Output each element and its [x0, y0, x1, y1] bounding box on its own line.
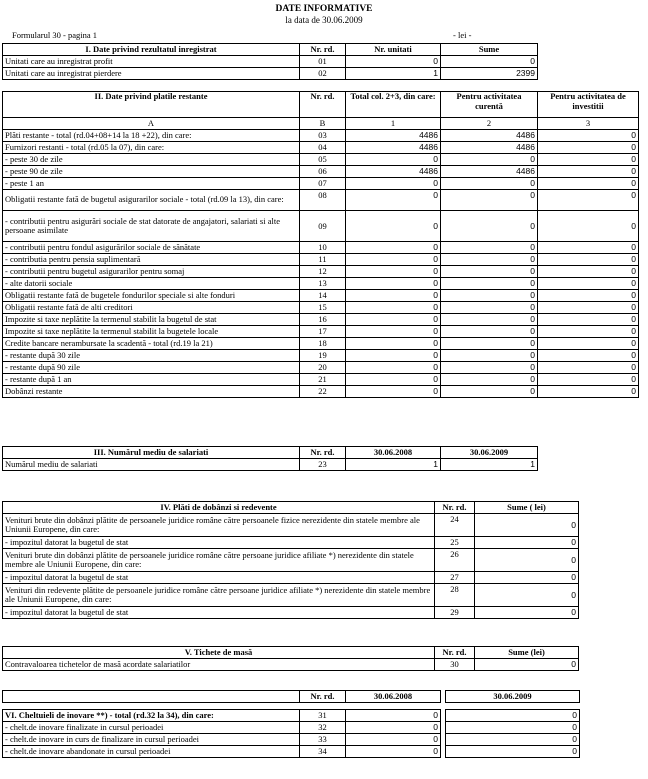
cell-value: 0 — [538, 302, 639, 314]
row-nr: 10 — [300, 242, 346, 254]
col-nr-rd: Nr. rd. — [300, 447, 346, 459]
cell-value: 1 — [346, 68, 441, 80]
row-nr: 01 — [300, 56, 346, 68]
cell-value: 0 — [538, 278, 639, 290]
row-nr: 26 — [435, 549, 475, 572]
cell-value: 0 — [475, 659, 579, 671]
row-label: - peste 30 de zile — [3, 154, 300, 166]
cell-value: 0 — [538, 374, 639, 386]
cell-value: 0 — [538, 362, 639, 374]
table-row — [3, 374, 639, 386]
form-page-label: Formularul 30 - pagina 1 — [12, 30, 97, 40]
cell-value: 0 — [346, 302, 441, 314]
row-nr: 16 — [300, 314, 346, 326]
col-sume: Sume ( lei) — [475, 502, 579, 514]
cell-value: 0 — [346, 266, 441, 278]
row-nr: 14 — [300, 290, 346, 302]
row-nr: 05 — [300, 154, 346, 166]
cell-value: 1 — [441, 459, 538, 471]
cell-value: 0 — [346, 154, 441, 166]
cell-value: 0 — [346, 350, 441, 362]
row-label: Dobânzi restante — [3, 386, 300, 398]
cell-value: 0 — [441, 278, 538, 290]
table-row — [3, 68, 538, 80]
row-label: Venituri brute din dobânzi plătite de persoanele juridice române către persoanele fizice nerezidente din statele membre ale Uniunii Europene, din care: — [3, 514, 435, 537]
cell-value: 4486 — [346, 142, 441, 154]
cell-value: 0 — [441, 266, 538, 278]
cell-value: 0 — [346, 746, 441, 758]
row-label: Credite bancare nerambursate la scadentă - total (rd.19 la 21) — [3, 338, 300, 350]
cell-value: 0 — [538, 350, 639, 362]
table-row — [3, 607, 579, 619]
col-nr-rd: Nr. rd. — [300, 44, 346, 56]
cell-value: 0 — [346, 242, 441, 254]
table-row — [3, 178, 639, 190]
spacer — [3, 703, 580, 710]
cell-value: 4486 — [441, 166, 538, 178]
cell-value: 0 — [441, 362, 538, 374]
cell-value: 0 — [441, 338, 538, 350]
cell-value: 0 — [538, 290, 639, 302]
cell-value: 4486 — [441, 130, 538, 142]
table-row — [3, 326, 639, 338]
table-row — [3, 314, 639, 326]
section-5-title: V. Tichete de masă — [3, 647, 435, 659]
row-nr: 06 — [300, 166, 346, 178]
table-row — [3, 386, 639, 398]
cell-value: 1 — [346, 459, 441, 471]
row-label: - chelt.de inovare in curs de finalizare in cursul perioadei — [3, 734, 300, 746]
col-total: Total col. 2+3, din care: — [346, 92, 441, 118]
row-label: - peste 1 an — [3, 178, 300, 190]
row-nr: 30 — [435, 659, 475, 671]
spacer-row — [3, 703, 580, 710]
table-row — [3, 278, 639, 290]
row-label: Unitati care au inregistrat profit — [3, 56, 300, 68]
col-nr-rd: Nr. rd. — [435, 502, 475, 514]
section-6-header-blank — [3, 691, 300, 703]
table-row — [3, 549, 579, 572]
row-label: VI. Cheltuieli de inovare **) - total (rd.32 la 34), din care: — [3, 710, 300, 722]
col-activitate-curenta: Pentru activitatea curentă — [441, 92, 538, 118]
cell-value: 0 — [538, 154, 639, 166]
cell-value: 0 — [441, 302, 538, 314]
row-label: Venituri din redevente plătite de persoanele juridice române către persoane juridice afiliate *) nerezidente din statele membre ale Uniunii Europene, din care: — [3, 584, 435, 607]
table-row — [3, 584, 579, 607]
cell-value: 4486 — [346, 166, 441, 178]
cell-value: 4486 — [441, 142, 538, 154]
cell-value: 0 — [446, 710, 580, 722]
cell-value: 0 — [346, 338, 441, 350]
row-nr: 02 — [300, 68, 346, 80]
cell-value: 0 — [538, 242, 639, 254]
row-nr: 11 — [300, 254, 346, 266]
row-label: - chelt.de inovare finalizate in cursul perioadei — [3, 722, 300, 734]
row-nr: 27 — [435, 572, 475, 584]
cell-value: 0 — [441, 154, 538, 166]
cell-value: 0 — [475, 572, 579, 584]
section-2-subheader — [3, 118, 639, 130]
col-sume: Sume — [441, 44, 538, 56]
cell-value: 0 — [475, 537, 579, 549]
row-nr: 19 — [300, 350, 346, 362]
row-label: - chelt.de inovare abandonate in cursul perioadei — [3, 746, 300, 758]
cell-value: 0 — [441, 350, 538, 362]
cell-value: 0 — [475, 549, 579, 572]
cell-value: 0 — [346, 178, 441, 190]
cell-value: 0 — [538, 211, 639, 242]
row-nr: 15 — [300, 302, 346, 314]
row-label: - peste 90 de zile — [3, 166, 300, 178]
row-nr: 17 — [300, 326, 346, 338]
col-nr-rd: Nr. rd. — [300, 92, 346, 118]
cell-value: 0 — [346, 211, 441, 242]
cell-value: 0 — [346, 374, 441, 386]
cell-value: 0 — [441, 374, 538, 386]
table-row — [3, 211, 639, 242]
currency-label: - lei - — [453, 30, 472, 40]
cell-value: 0 — [441, 178, 538, 190]
row-nr: 18 — [300, 338, 346, 350]
row-label: - impozitul datorat la bugetul de stat — [3, 537, 435, 549]
cell-value: 0 — [441, 190, 538, 211]
row-label: - restante după 1 an — [3, 374, 300, 386]
row-label: - contributia pentru pensia suplimentară — [3, 254, 300, 266]
cell-value: 0 — [446, 746, 580, 758]
table-row — [3, 242, 639, 254]
row-label: - contributii pentru fondul asigurărilor sociale de sănătate — [3, 242, 300, 254]
cell-value: 2399 — [441, 68, 538, 80]
section-5-table — [2, 646, 579, 671]
cell-value: 0 — [475, 607, 579, 619]
col-nr-unitati: Nr. unitati — [346, 44, 441, 56]
table-row — [3, 362, 639, 374]
table-row — [3, 734, 580, 746]
sub-col-b: B — [300, 118, 346, 130]
table-row — [3, 266, 639, 278]
row-nr: 34 — [300, 746, 346, 758]
col-date-2009: 30.06.2009 — [441, 447, 538, 459]
doc-title: DATE INFORMATIVE — [275, 4, 373, 14]
cell-value: 0 — [346, 734, 441, 746]
table-row — [3, 710, 580, 722]
row-nr: 12 — [300, 266, 346, 278]
sub-col-3: 3 — [538, 118, 639, 130]
section-4-table — [2, 501, 579, 619]
table-row — [3, 350, 639, 362]
row-label: - impozitul datorat la bugetul de stat — [3, 607, 435, 619]
table-row — [3, 166, 639, 178]
table-row — [3, 659, 579, 671]
cell-value: 0 — [538, 254, 639, 266]
row-label: Numărul mediu de salariati — [3, 459, 300, 471]
cell-value: 4486 — [346, 130, 441, 142]
cell-value: 0 — [538, 178, 639, 190]
table-row — [3, 746, 580, 758]
row-nr: 07 — [300, 178, 346, 190]
row-label: Plăti restante - total (rd.04+08+14 la 18 +22), din care: — [3, 130, 300, 142]
row-label: - alte datorii sociale — [3, 278, 300, 290]
table-row — [3, 56, 538, 68]
col-date-2008: 30.06.2008 — [346, 691, 441, 703]
section-1-title: I. Date privind rezultatul inregistrat — [3, 44, 300, 56]
table-row — [3, 190, 639, 211]
table-row — [3, 290, 639, 302]
section-6-table — [2, 690, 580, 758]
row-label: - contributii pentru bugetul asigurarilor pentru somaj — [3, 266, 300, 278]
section-1-header — [3, 44, 538, 56]
row-nr: 22 — [300, 386, 346, 398]
table-row — [3, 722, 580, 734]
table-row — [3, 254, 639, 266]
section-2-table — [2, 91, 639, 398]
table-row — [3, 302, 639, 314]
row-label: - restante după 90 zile — [3, 362, 300, 374]
row-nr: 08 — [300, 190, 346, 211]
row-nr: 33 — [300, 734, 346, 746]
col-nr-rd: Nr. rd. — [435, 647, 475, 659]
row-nr: 21 — [300, 374, 346, 386]
row-label: Contravaloarea tichetelor de masă acordate salariatilor — [3, 659, 435, 671]
row-nr: 28 — [435, 584, 475, 607]
sub-col-a: A — [3, 118, 300, 130]
cell-value: 0 — [346, 56, 441, 68]
row-label: Obligatii restante fată de bugetul asigurarilor sociale - total (rd.09 la 13), din care: — [3, 190, 300, 211]
cell-value: 0 — [446, 722, 580, 734]
cell-value: 0 — [346, 722, 441, 734]
cell-value: 0 — [538, 266, 639, 278]
col-nr-rd: Nr. rd. — [300, 691, 346, 703]
col-date-2008: 30.06.2008 — [346, 447, 441, 459]
row-nr: 32 — [300, 722, 346, 734]
cell-value: 0 — [475, 514, 579, 537]
section-3-table — [2, 446, 538, 471]
cell-value: 0 — [346, 254, 441, 266]
row-label: - contributii pentru asigurări sociale de stat datorate de angajatori, salariati si alte persoane asimilate — [3, 211, 300, 242]
cell-value: 0 — [441, 290, 538, 302]
cell-value: 0 — [441, 314, 538, 326]
col-activitate-investitii: Pentru activitatea de investitii — [538, 92, 639, 118]
section-4-title: IV. Plăti de dobânzi si redevente — [3, 502, 435, 514]
row-nr: 13 — [300, 278, 346, 290]
doc-date: la data de 30.06.2009 — [285, 15, 363, 25]
cell-value: 0 — [441, 56, 538, 68]
section-4-header — [3, 502, 579, 514]
cell-value: 0 — [346, 190, 441, 211]
table-row — [3, 130, 639, 142]
section-6-header — [3, 691, 580, 703]
sub-col-1: 1 — [346, 118, 441, 130]
row-label: Furnizori restanti - total (rd.05 la 07), din care: — [3, 142, 300, 154]
cell-value: 0 — [538, 142, 639, 154]
row-nr: 25 — [435, 537, 475, 549]
table-row — [3, 514, 579, 537]
cell-value: 0 — [538, 386, 639, 398]
section-3-header — [3, 447, 538, 459]
row-nr: 23 — [300, 459, 346, 471]
cell-value: 0 — [346, 278, 441, 290]
row-label: Impozite si taxe neplătite la termenul stabilit la bugetul de stat — [3, 314, 300, 326]
section-3-title: III. Numărul mediu de salariati — [3, 447, 300, 459]
row-nr: 29 — [435, 607, 475, 619]
row-label: - impozitul datorat la bugetul de stat — [3, 572, 435, 584]
cell-value: 0 — [346, 710, 441, 722]
col-sume: Sume (lei) — [475, 647, 579, 659]
sub-col-2: 2 — [441, 118, 538, 130]
row-label: Impozite si taxe neplătite la termenul stabilit la bugetele locale — [3, 326, 300, 338]
cell-value: 0 — [538, 314, 639, 326]
section-5-header — [3, 647, 579, 659]
table-row — [3, 572, 579, 584]
cell-value: 0 — [346, 362, 441, 374]
cell-value: 0 — [538, 130, 639, 142]
section-1-table — [2, 43, 538, 80]
row-nr: 20 — [300, 362, 346, 374]
cell-value: 0 — [475, 584, 579, 607]
cell-value: 0 — [346, 290, 441, 302]
table-row — [3, 338, 639, 350]
cell-value: 0 — [441, 242, 538, 254]
cell-value: 0 — [346, 314, 441, 326]
cell-value: 0 — [441, 326, 538, 338]
col-date-2009: 30.06.2009 — [446, 691, 580, 703]
section-2-header — [3, 92, 639, 118]
row-nr: 03 — [300, 130, 346, 142]
row-label: Venituri brute din dobânzi plătite de persoanele juridice române către persoane juridice afiliate *) nerezidente din statele membre ale Uniunii Europene, din care: — [3, 549, 435, 572]
cell-value: 0 — [446, 734, 580, 746]
row-nr: 24 — [435, 514, 475, 537]
cell-value: 0 — [538, 326, 639, 338]
row-nr: 09 — [300, 211, 346, 242]
table-row — [3, 537, 579, 549]
cell-value: 0 — [538, 338, 639, 350]
table-row — [3, 142, 639, 154]
cell-value: 0 — [441, 211, 538, 242]
cell-value: 0 — [346, 386, 441, 398]
row-nr: 04 — [300, 142, 346, 154]
section-2-title: II. Date privind platile restante — [3, 92, 300, 118]
row-label: Unitati care au inregistrat pierdere — [3, 68, 300, 80]
cell-value: 0 — [538, 190, 639, 211]
row-nr: 31 — [300, 710, 346, 722]
table-row — [3, 459, 538, 471]
table-row — [3, 154, 639, 166]
row-label: Obligatii restante fată de alti creditori — [3, 302, 300, 314]
cell-value: 0 — [441, 254, 538, 266]
row-label: - restante după 30 zile — [3, 350, 300, 362]
row-label: Obligatii restante fată de bugetele fondurilor speciale si alte fonduri — [3, 290, 300, 302]
cell-value: 0 — [441, 386, 538, 398]
cell-value: 0 — [346, 326, 441, 338]
cell-value: 0 — [538, 166, 639, 178]
